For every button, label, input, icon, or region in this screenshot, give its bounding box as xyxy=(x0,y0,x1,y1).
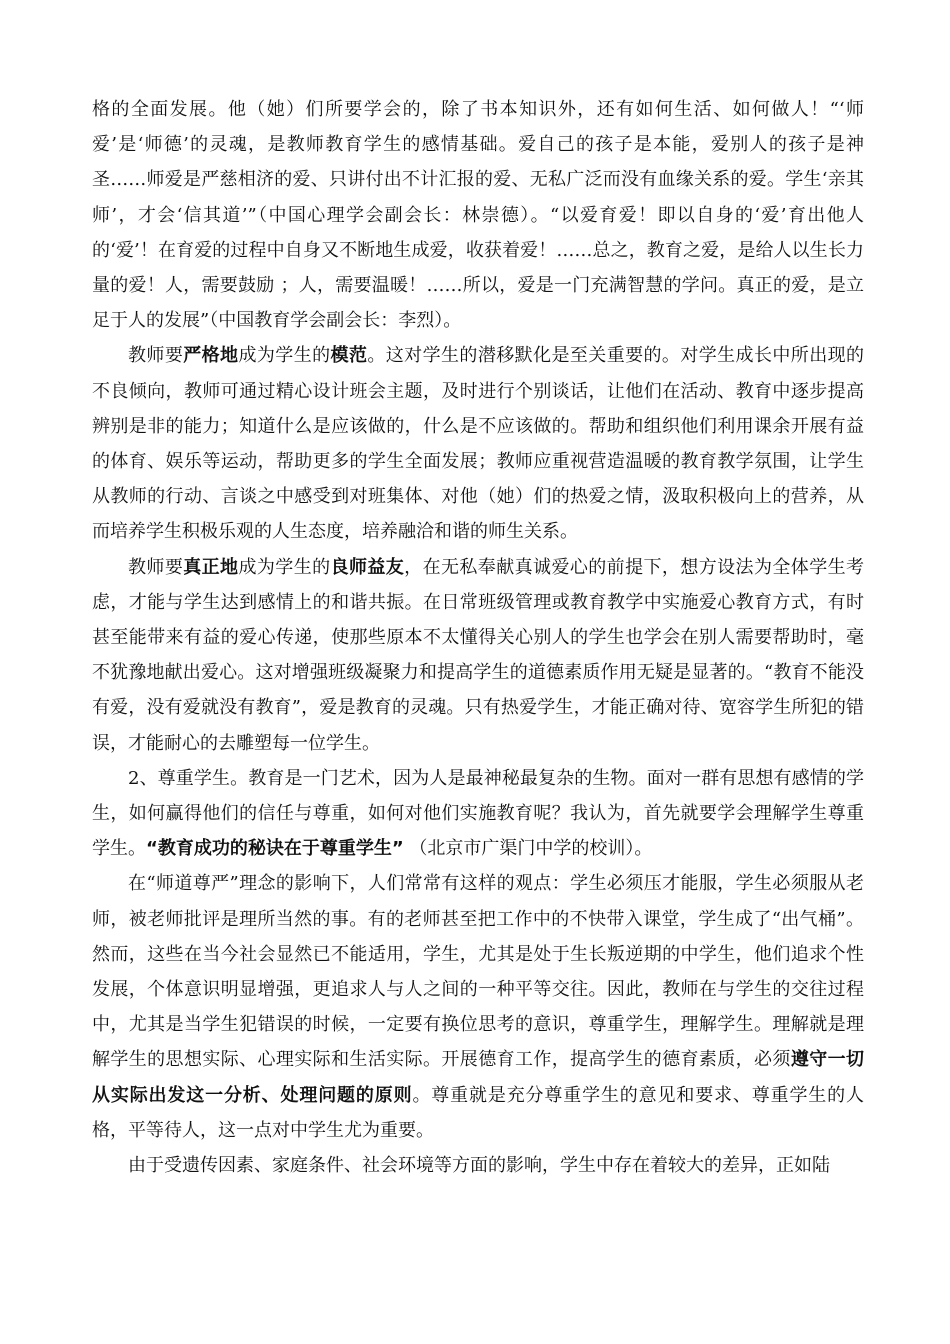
paragraph-text: 。尊重就是充分尊重学生的意见和要求、尊重学生的人格，平等待人，这一点对中学生尤为重要。 xyxy=(92,1084,865,1141)
paragraph-text: （北京市广渠门中学的校训）。 xyxy=(403,838,653,860)
bold-phrase: 严格地 xyxy=(183,345,239,367)
paragraph-strict-model xyxy=(92,338,864,549)
paragraph-text: 在“师道尊严”理念的影响下，人们常常有这样的观点：学生必须压才能服，学生必须服从老师，被老师批评是理所当然的事。有的老师甚至把工作中的不快带入课堂，学生成了“出气桶”。然而，这些在当今社会显然已不能适用，学生，尤其是处于生长叛逆期的中学生，他们追求个性发展，个体意识明显增强，更追求人与人之间的一种平等交往。因此，教师在与学生的交往过程中，尤其是当学生犯错误的时候，一定要有换位思考的意识，尊重学生，理解学生。理解就是理解学生的思想实际、心理实际和生活实际。开展德育工作，提高学生的德育素质，必须 xyxy=(92,873,864,1071)
paragraph-text: ，在无私奉献真诚爱心的前提下，想方设法为全体学生考虑，才能与学生达到感情上的和谐共振。在日常班级管理或教育教学中实施爱心教育方式，有时甚至能带来有益的爱心传递，使那些原本不太懂得关心别人的学生也学会在别人需要帮助时，毫不犹豫地献出爱心。这对增强班级凝聚力和提高学生的道德素质作用无疑是显著的。“教育不能没有爱，没有爱就没有教育”，爱是教育的灵魂。只有热爱学生，才能正确对待、宽容学生所犯的错误，才能耐心的去雕塑每一位学生。 xyxy=(92,556,865,754)
paragraph-text: 。这对学生的潜移默化是至关重要的。对学生成长中所出现的不良倾向，教师可通过精心设计班会主题，及时进行个别谈话，让他们在活动、教育中逐步提高辨别是非的能力；知道什么是应该做的，什么是不应该做的。帮助和组织他们利用课余开展有益的体育、娱乐等运动，帮助更多的学生全面发展；教师应重视营造温暖的教育教学氛围，让学生从教师的行动、言谈之中感受到对班集体、对他（她）们的热爱之情，汲取积极向上的营养，从而培养学生积极乐观的人生态度，培养融洽和谐的师生关系。 xyxy=(92,345,865,543)
document-page xyxy=(92,92,864,1183)
paragraph-teacher-dignity xyxy=(92,866,864,1148)
paragraph-good-mentor xyxy=(92,550,864,761)
paragraph-text: 教师要 xyxy=(128,345,184,367)
bold-quote: “教育成功的秘诀在于尊重学生” xyxy=(146,838,404,860)
paragraph-text: 格的全面发展。他（她）们所要学会的，除了书本知识外，还有如何生活、如何做人！“‘师爱’是‘师德’的灵魂，是教师教育学生的感情基础。爱自己的孩子是本能，爱别人的孩子是神圣……师爱是严慈相济的爱、只讲付出不计汇报的爱、无私广泛而没有血缘关系的爱。学生‘亲其师’，才会‘信其道’”（中国心理学会副会长：林崇德）。“以爱育爱！即以自身的‘爱’育出他人的‘爱’！在育爱的过程中自身又不断地生成爱，收获着爱！……总之，教育之爱，是给人以生长力量的爱！人，需要鼓励 ；人，需要温暖！……所以，爱是一门充满智慧的学问。真正的爱，是立足于人的发展”（中国教育学会副会长：李烈）。 xyxy=(92,99,864,332)
paragraph-text: 教师要 xyxy=(128,556,184,578)
bold-phrase: 良师益友 xyxy=(330,556,405,578)
paragraph-text: 由于受遗传因素、家庭条件、社会环境等方面的影响，学生中存在着较大的差异，正如陆 xyxy=(128,1155,830,1177)
paragraph-text: 成为学生的 xyxy=(238,556,331,578)
bold-phrase: 真正地 xyxy=(183,556,239,578)
paragraph-love-quotes xyxy=(92,92,864,338)
bold-phrase: 模范 xyxy=(330,345,368,367)
paragraph-student-differences xyxy=(92,1148,864,1183)
bold-phrase: 遵守一切从实际出发这一分析、处理问题的原则 xyxy=(92,1049,864,1106)
paragraph-respect-students xyxy=(92,761,864,867)
paragraph-text: 2、尊重学生。教育是一门艺术，因为人是最神秘最复杂的生物。面对一群有思想有感情的学生，如何赢得他们的信任与尊重，如何对他们实施教育呢？我认为，首先就要学会理解学生尊重学生。 xyxy=(92,767,864,860)
paragraph-text: 成为学生的 xyxy=(238,345,331,367)
